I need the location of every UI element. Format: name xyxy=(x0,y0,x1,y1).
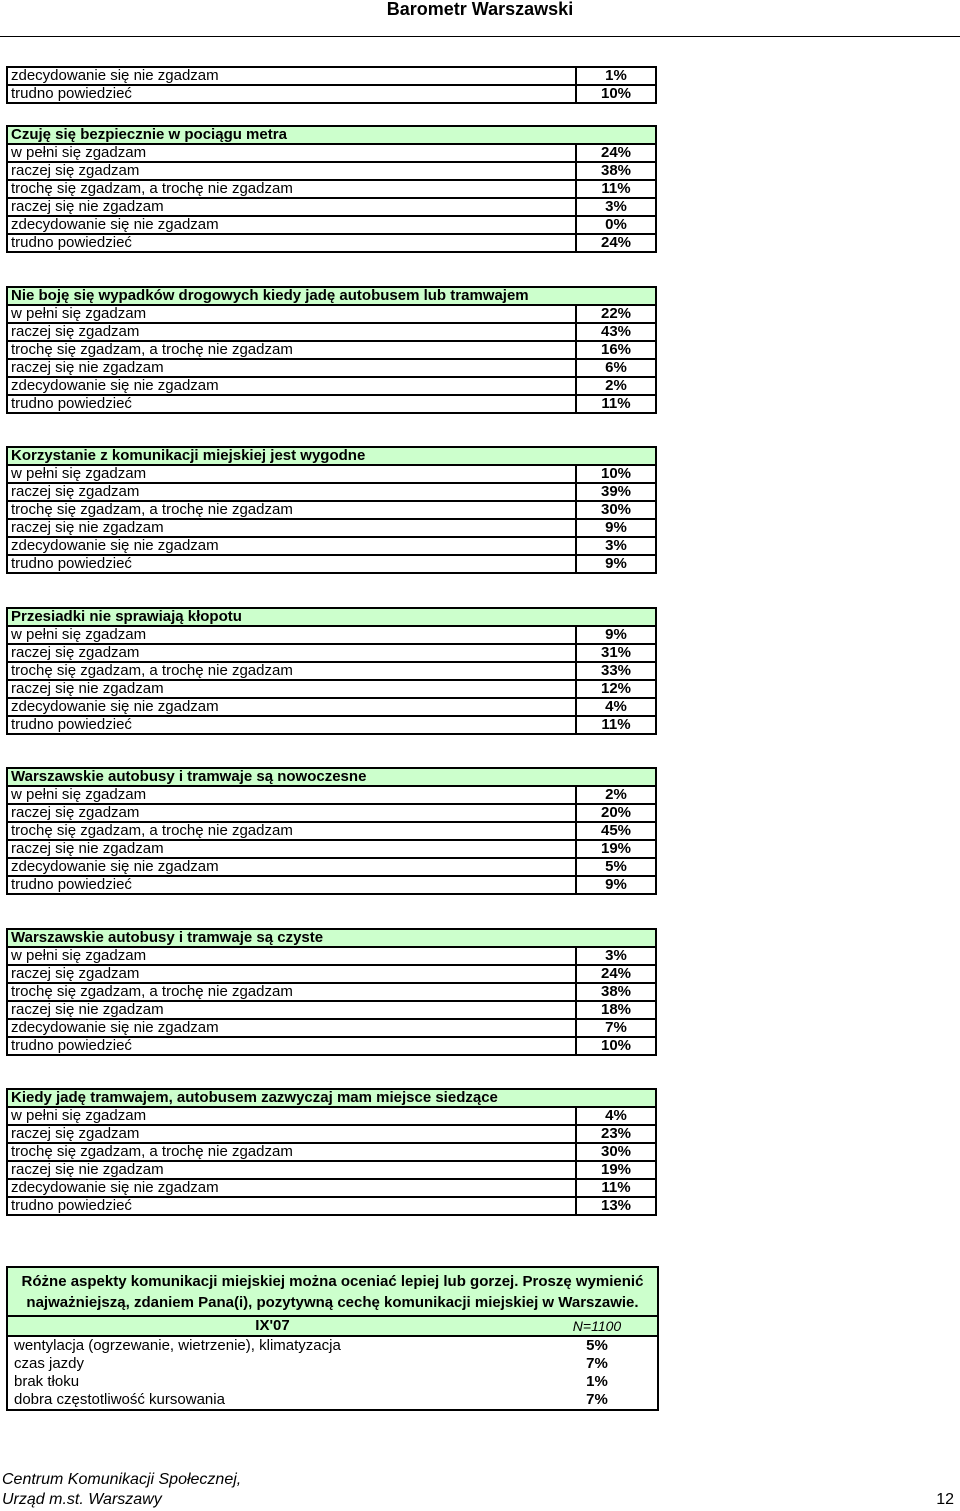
answer-label: trudno powiedzieć xyxy=(7,716,576,734)
question-text: Różne aspekty komunikacji miejskiej można oceniać lepiej lub gorzej. Proszę wymienić najważniejszą, zdaniem Pana(i), pozytywną cechę komunikacji miejskiej w Warszawie. xyxy=(8,1268,657,1317)
table-row xyxy=(7,840,656,858)
answer-percent: 45% xyxy=(576,822,656,840)
feature-label: czas jazdy xyxy=(14,1355,85,1372)
answer-label: trudno powiedzieć xyxy=(7,1037,576,1055)
table-title-row xyxy=(7,768,656,786)
survey-table xyxy=(6,767,657,895)
table-row xyxy=(7,858,656,876)
table-title-row xyxy=(7,447,656,465)
table-row xyxy=(7,804,656,822)
answer-percent: 31% xyxy=(576,644,656,662)
statement-title: Czuję się bezpiecznie w pociągu metra xyxy=(7,126,656,144)
answer-label: raczej się zgadzam xyxy=(7,323,576,341)
table-row xyxy=(7,716,656,734)
table-row xyxy=(7,162,656,180)
table-row xyxy=(7,1143,656,1161)
table-row xyxy=(7,786,656,804)
answer-percent: 24% xyxy=(576,234,656,252)
answer-percent: 0% xyxy=(576,216,656,234)
answer-percent: 9% xyxy=(576,876,656,894)
answer-percent: 18% xyxy=(576,1001,656,1019)
answer-percent: 38% xyxy=(576,983,656,1001)
table-title-row xyxy=(7,126,656,144)
table-row xyxy=(7,983,656,1001)
answer-percent: 38% xyxy=(576,162,656,180)
table-row xyxy=(7,305,656,323)
answer-label: raczej się nie zgadzam xyxy=(7,680,576,698)
header-divider xyxy=(0,36,960,37)
footer-organization xyxy=(2,1470,241,1510)
answer-percent: 12% xyxy=(576,680,656,698)
table-row xyxy=(7,626,656,644)
table-row xyxy=(7,680,656,698)
table-row xyxy=(7,359,656,377)
answer-percent: 13% xyxy=(576,1197,656,1215)
table-title-row xyxy=(7,929,656,947)
table-row xyxy=(7,180,656,198)
answer-percent: 6% xyxy=(576,359,656,377)
survey-table xyxy=(6,446,657,574)
feature-label: wentylacja (ogrzewanie, wietrzenie), klimatyzacja xyxy=(14,1337,341,1354)
answer-label: raczej się zgadzam xyxy=(7,1125,576,1143)
answer-percent: 11% xyxy=(576,180,656,198)
answer-label: raczej się nie zgadzam xyxy=(7,519,576,537)
open-question-box xyxy=(6,1266,659,1411)
answer-label: zdecydowanie się nie zgadzam xyxy=(7,698,576,716)
answer-label: raczej się nie zgadzam xyxy=(7,359,576,377)
answer-label: w pełni się zgadzam xyxy=(7,786,576,804)
survey-table xyxy=(6,66,657,104)
survey-table xyxy=(6,125,657,253)
table-row xyxy=(7,1001,656,1019)
answer-percent: 9% xyxy=(576,555,656,573)
answer-label: trudno powiedzieć xyxy=(7,234,576,252)
answer-percent: 16% xyxy=(576,341,656,359)
answer-label: w pełni się zgadzam xyxy=(7,1107,576,1125)
answer-label: raczej się zgadzam xyxy=(7,483,576,501)
statement-title: Kiedy jadę tramwajem, autobusem zazwyczaj mam miejsce siedzące xyxy=(7,1089,656,1107)
table-row xyxy=(7,377,656,395)
answer-label: trochę się zgadzam, a trochę nie zgadzam xyxy=(7,983,576,1001)
list-item xyxy=(8,1373,657,1391)
statement-title: Nie boję się wypadków drogowych kiedy jadę autobusem lub tramwajem xyxy=(7,287,656,305)
table-row xyxy=(7,1019,656,1037)
table-row xyxy=(7,947,656,965)
table-row xyxy=(7,341,656,359)
statement-title: Warszawskie autobusy i tramwaje są czyste xyxy=(7,929,656,947)
statement-title: Przesiadki nie sprawiają kłopotu xyxy=(7,608,656,626)
answer-percent: 4% xyxy=(576,698,656,716)
answer-label: trudno powiedzieć xyxy=(7,85,576,103)
sample-size: N=1100 xyxy=(537,1317,657,1336)
answer-percent: 20% xyxy=(576,804,656,822)
answer-label: raczej się zgadzam xyxy=(7,804,576,822)
answer-label: raczej się zgadzam xyxy=(7,965,576,983)
answer-label: w pełni się zgadzam xyxy=(7,626,576,644)
answer-label: raczej się nie zgadzam xyxy=(7,1001,576,1019)
table-row xyxy=(7,198,656,216)
table-title-row xyxy=(7,608,656,626)
table-row xyxy=(7,1125,656,1143)
survey-table xyxy=(6,607,657,735)
table-row xyxy=(7,1037,656,1055)
table-row xyxy=(7,216,656,234)
table-row xyxy=(7,501,656,519)
feature-percent: 5% xyxy=(586,1337,608,1354)
answer-label: raczej się nie zgadzam xyxy=(7,840,576,858)
table-row xyxy=(7,144,656,162)
table-row xyxy=(7,85,656,103)
answer-label: trochę się zgadzam, a trochę nie zgadzam xyxy=(7,501,576,519)
answer-label: zdecydowanie się nie zgadzam xyxy=(7,1179,576,1197)
survey-table xyxy=(6,286,657,414)
answer-label: trochę się zgadzam, a trochę nie zgadzam xyxy=(7,662,576,680)
answer-label: trochę się zgadzam, a trochę nie zgadzam xyxy=(7,822,576,840)
table-row xyxy=(7,323,656,341)
table-row xyxy=(7,822,656,840)
answer-label: trudno powiedzieć xyxy=(7,1197,576,1215)
survey-table xyxy=(6,928,657,1056)
answer-percent: 3% xyxy=(576,198,656,216)
answer-percent: 43% xyxy=(576,323,656,341)
answer-percent: 19% xyxy=(576,1161,656,1179)
statement-title: Warszawskie autobusy i tramwaje są nowoczesne xyxy=(7,768,656,786)
answer-label: raczej się nie zgadzam xyxy=(7,1161,576,1179)
list-item xyxy=(8,1336,657,1355)
statement-title: Korzystanie z komunikacji miejskiej jest wygodne xyxy=(7,447,656,465)
answer-percent: 11% xyxy=(576,716,656,734)
answer-percent: 1% xyxy=(576,67,656,85)
answer-label: zdecydowanie się nie zgadzam xyxy=(7,1019,576,1037)
answer-percent: 2% xyxy=(576,786,656,804)
answer-label: zdecydowanie się nie zgadzam xyxy=(7,858,576,876)
answer-percent: 7% xyxy=(576,1019,656,1037)
table-row xyxy=(7,234,656,252)
answer-percent: 5% xyxy=(576,858,656,876)
answer-percent: 4% xyxy=(576,1107,656,1125)
feature-percent: 7% xyxy=(586,1355,608,1372)
answer-label: w pełni się zgadzam xyxy=(7,465,576,483)
answer-percent: 11% xyxy=(576,395,656,413)
answer-label: zdecydowanie się nie zgadzam xyxy=(7,537,576,555)
answer-percent: 30% xyxy=(576,1143,656,1161)
open-question-header-row xyxy=(8,1317,657,1336)
table-row xyxy=(7,67,656,85)
table-row xyxy=(7,1197,656,1215)
table-row xyxy=(7,465,656,483)
answer-label: raczej się zgadzam xyxy=(7,162,576,180)
answer-label: w pełni się zgadzam xyxy=(7,144,576,162)
table-row xyxy=(7,1179,656,1197)
answer-label: trochę się zgadzam, a trochę nie zgadzam xyxy=(7,1143,576,1161)
answer-label: trochę się zgadzam, a trochę nie zgadzam xyxy=(7,180,576,198)
answer-percent: 10% xyxy=(576,1037,656,1055)
answer-percent: 39% xyxy=(576,483,656,501)
answer-percent: 22% xyxy=(576,305,656,323)
answer-percent: 2% xyxy=(576,377,656,395)
table-row xyxy=(7,555,656,573)
table-row xyxy=(7,876,656,894)
answer-label: trochę się zgadzam, a trochę nie zgadzam xyxy=(7,341,576,359)
answer-label: zdecydowanie się nie zgadzam xyxy=(7,67,576,85)
answer-label: w pełni się zgadzam xyxy=(7,947,576,965)
feature-percent: 7% xyxy=(586,1391,608,1408)
table-row xyxy=(7,1107,656,1125)
table-row xyxy=(7,644,656,662)
period-label: IX'07 xyxy=(8,1317,537,1336)
survey-table xyxy=(6,1088,657,1216)
list-item xyxy=(8,1355,657,1373)
table-row xyxy=(7,662,656,680)
feature-percent: 1% xyxy=(586,1373,608,1390)
feature-label: brak tłoku xyxy=(14,1373,80,1390)
answer-label: zdecydowanie się nie zgadzam xyxy=(7,377,576,395)
answer-percent: 3% xyxy=(576,537,656,555)
answer-percent: 19% xyxy=(576,840,656,858)
answer-percent: 33% xyxy=(576,662,656,680)
list-item xyxy=(8,1391,657,1409)
answer-percent: 24% xyxy=(576,965,656,983)
answer-label: raczej się zgadzam xyxy=(7,644,576,662)
table-row xyxy=(7,1161,656,1179)
answer-label: w pełni się zgadzam xyxy=(7,305,576,323)
table-row xyxy=(7,395,656,413)
footer-org-line2: Urząd m.st. Warszawy xyxy=(2,1491,162,1508)
table-title-row xyxy=(7,1089,656,1107)
answer-percent: 10% xyxy=(576,465,656,483)
answer-percent: 9% xyxy=(576,626,656,644)
answer-percent: 11% xyxy=(576,1179,656,1197)
table-row xyxy=(7,483,656,501)
answer-label: trudno powiedzieć xyxy=(7,555,576,573)
answer-label: raczej się nie zgadzam xyxy=(7,198,576,216)
table-row xyxy=(7,537,656,555)
answer-label: trudno powiedzieć xyxy=(7,395,576,413)
answer-percent: 23% xyxy=(576,1125,656,1143)
answer-label: zdecydowanie się nie zgadzam xyxy=(7,216,576,234)
footer-org-line1: Centrum Komunikacji Społecznej, xyxy=(2,1471,242,1488)
answer-percent: 9% xyxy=(576,519,656,537)
table-title-row xyxy=(7,287,656,305)
table-row xyxy=(7,965,656,983)
answer-percent: 10% xyxy=(576,85,656,103)
answer-percent: 3% xyxy=(576,947,656,965)
page-number: 12 xyxy=(936,1491,954,1508)
answer-label: trudno powiedzieć xyxy=(7,876,576,894)
table-row xyxy=(7,519,656,537)
page-title: Barometr Warszawski xyxy=(386,0,574,19)
table-row xyxy=(7,698,656,716)
answer-percent: 30% xyxy=(576,501,656,519)
answer-percent: 24% xyxy=(576,144,656,162)
feature-label: dobra częstotliwość kursowania xyxy=(14,1391,225,1408)
open-question-table xyxy=(8,1317,657,1409)
